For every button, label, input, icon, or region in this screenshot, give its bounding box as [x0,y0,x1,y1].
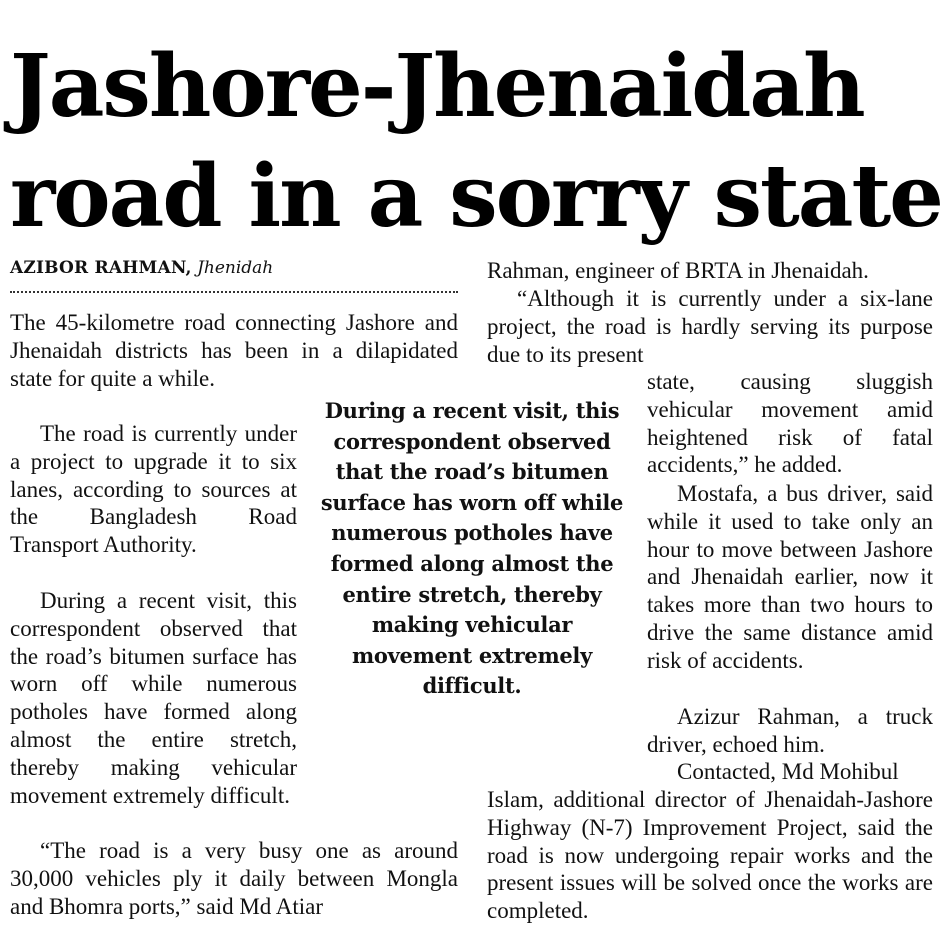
byline-divider [10,291,458,293]
paragraph-5-continued: state, causing sluggish vehicular movement amid heightened risk of fatal accidents,” he added. [647,369,933,478]
paragraph-2: The road is currently under a project to upgrade it to six lanes, according to sources at the Bangladesh Road Transport Authority. [10,421,297,558]
paragraph-3: During a recent visit, this correspondent observed that the road’s bitumen surface has worn off while numerous potholes have formed along almost the entire stretch, thereby making vehicular movement extremely difficult. [10,588,297,808]
paragraph-8: Islam, additional director of Jhenaidah-Jashore Highway (N-7) Improvement Project, said the road is now undergoing repair works and the present issues will be solved once the works are completed. [487,787,933,924]
byline-location: Jhenidah [197,258,274,278]
headline-line-2: road in a sorry state [10,146,942,247]
pull-quote: During a recent visit, this correspondent observed that the road’s bitumen surface has worn off while numerous potholes have formed along almost the entire stretch, thereby making vehicular movement extremely difficult. [320,398,624,699]
paragraph-5: “Although it is currently under a six-lane project, the road is hardly serving its purpose due to its present [487,286,933,367]
paragraph-8-start: Contacted, Md Mohibul [677,759,899,784]
paragraph-7: Azizur Rahman, a truck driver, echoed him. [647,704,933,757]
byline-author: AZIBOR RAHMAN, [10,258,192,278]
byline [10,257,460,279]
headline-line-1: Jashore-Jhenaidah [10,36,864,137]
paragraph-4-continued: Rahman, engineer of BRTA in Jhenaidah. [487,258,869,283]
paragraph-6: Mostafa, a bus driver, said while it used to take only an hour to move between Jashore and Jhenaidah earlier, now it takes more than two hours to drive the same distance amid risk of accidents. [647,481,933,673]
paragraph-4: “The road is a very busy one as around 30,000 vehicles ply it daily between Mongla and Bhomra ports,” said Md Atiar [10,838,458,919]
paragraph-1: The 45-kilometre road connecting Jashore and Jhenaidah districts has been in a dilapidated state for quite a while. [10,310,458,391]
